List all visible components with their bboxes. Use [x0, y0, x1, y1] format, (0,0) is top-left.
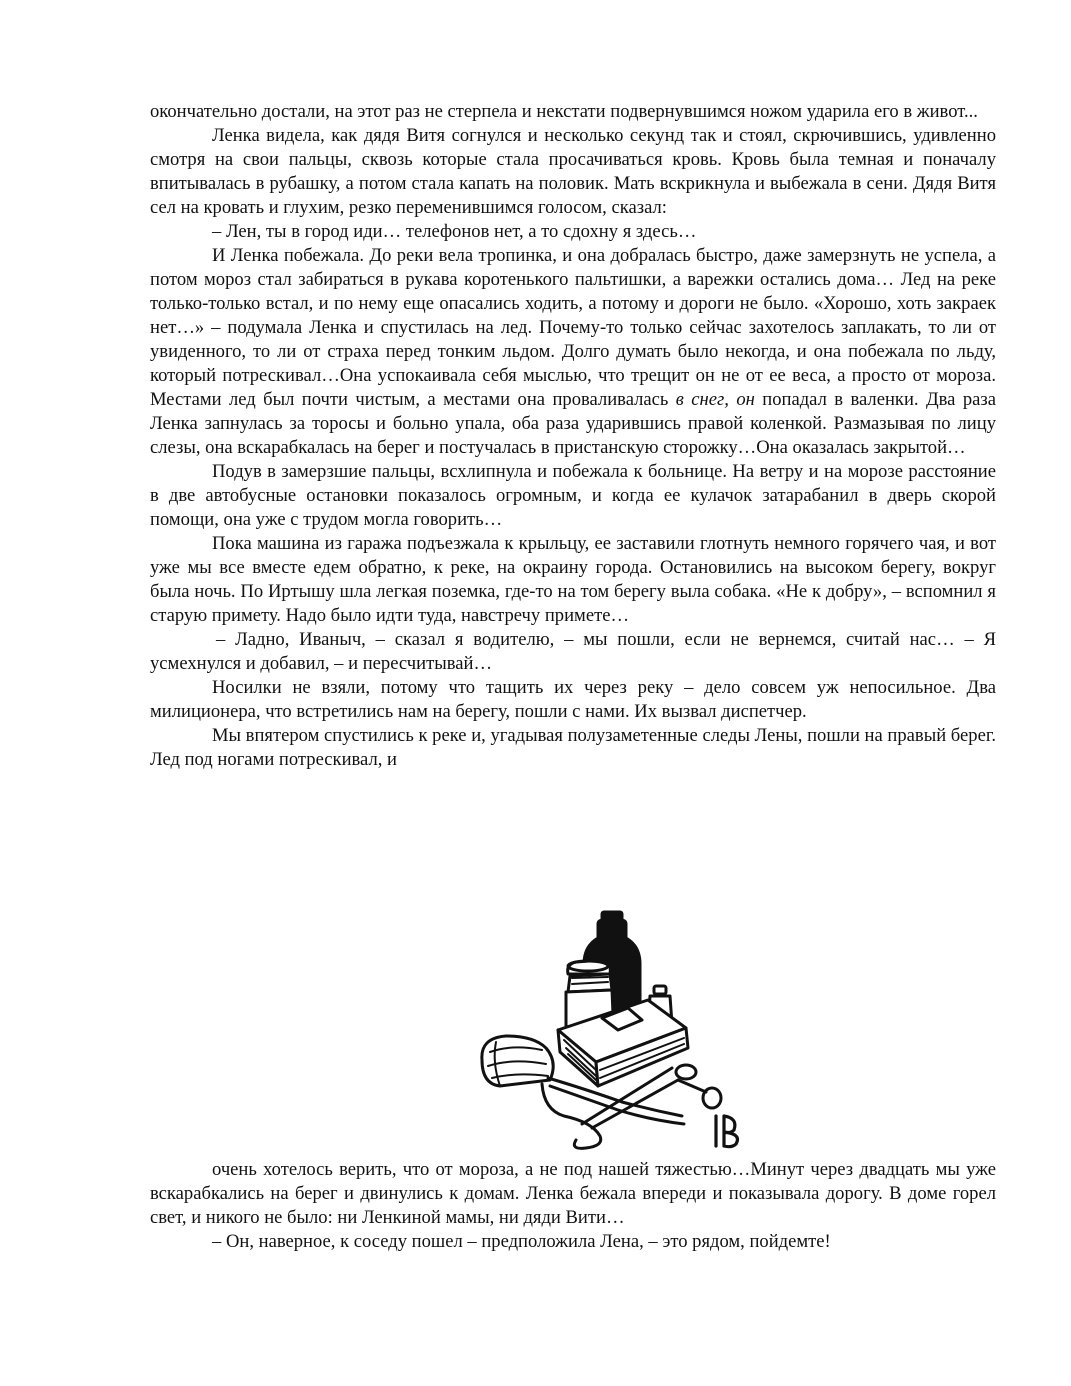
paragraph-text: И Ленка побежала. До реки вела тропинка, и она добралась быстро, даже замерзнуть не успела, а потом мороз стал забираться в рукава коротенького пальтишки, а варежки остались дома… Лед на реке только-только встал, и по нему еще опасались ходить, а потому и дороги не было. «Хорошо, хоть закраек нет…» – подумала Ленка и спустилась на лед. Почему-то только сейчас захотелось заплакать, то ли от увиденного, то ли от страха перед тонким льдом. Долго думать было некогда, и она побежала по льду, который потрескивал…Она успокаивала себя мыслью, что трещит он не от ее веса, а просто от мороза. Местами лед был почти чистым, а местами она проваливалась	[150, 245, 996, 410]
paragraph-text: попадал в валенки. Два раза Ленка запнулась за торосы и больно упала, оба раза ударившись правой коленкой. Размазывая по лицу слезы, она вскарабкалась на берег и постучалась в пристанскую сторожку…Она оказалась закрытой…	[150, 389, 996, 458]
paragraph: Ленка видела, как дядя Витя согнулся и несколько секунд так и стоял, скрючившись, удивленно смотря на свои пальцы, сквозь которые стала просачиваться кровь. Кровь была темная и поначалу впитывалась в рубашку, а потом стала капать на половик. Мать вскрикнула и выбежала в сени. Дядя Витя сел на кровать и глухим, резко переменившимся голосом, сказал:	[150, 125, 996, 218]
signature-monogram	[716, 1116, 738, 1147]
paragraph: очень хотелось верить, что от мороза, а не под нашей тяжестью…Минут через двадцать мы уже вскарабкались на берег и двинулись к домам. Ленка бежала впереди и показывала дорогу. В доме горел свет, и никого не было: ни Ленкиной мамы, ни дяди Вити…	[150, 1159, 996, 1228]
paragraph: – Он, наверное, к соседу пошел – предположила Лена, – это рядом, пойдемте!	[212, 1231, 831, 1252]
paragraph: Носилки не взяли, потому что тащить их через реку – дело совсем уж непосильное. Два милиционера, что встретились нам на берегу, пошли с нами. Их вызвал диспетчер.	[150, 677, 996, 722]
paragraph: Мы впятером спустились к реке и, угадывая полузаметенные следы Лены, пошли на правый берег. Лед под ногами потрескивал, и	[150, 725, 996, 770]
paragraph-italic-text: в снег, он	[675, 389, 755, 410]
paragraph	[150, 244, 996, 460]
text-block-bottom	[150, 1158, 996, 1254]
paragraph: окончательно достали, на этот раз не стерпела и некстати подвернувшимся ножом ударила его в живот...	[150, 101, 978, 122]
paragraph: – Лен, ты в город иди… телефонов нет, а то сдохну я здесь…	[212, 221, 697, 242]
text-block-top	[150, 100, 996, 772]
bandage-roll-icon	[482, 1036, 553, 1086]
paragraph: – Ладно, Иваныч, – сказал я водителю, – мы пошли, если не вернемся, считай нас… – Я усмехнулся и добавил, – и пересчитывай…	[150, 629, 996, 674]
medical-supplies-illustration	[472, 902, 742, 1154]
paragraph: Пока машина из гаража подъезжала к крыльцу, ее заставили глотнуть немного горячего чая, и вот уже мы все вместе едем обратно, к реке, на окраину города. Остановились на высоком берегу, вокруг была ночь. По Иртышу шла легкая поземка, где-то на том берегу выла собака. «Не к добру», – вспомнил я старую примету. Надо было идти туда, навстречу примете…	[150, 533, 996, 626]
paragraph: Подув в замерзшие пальцы, всхлипнула и побежала к больнице. На ветру и на морозе расстояние в две автобусные остановки показалось огромным, и когда ее кулачок затарабанил в дверь скорой помощи, она уже с трудом могла говорить…	[150, 461, 996, 530]
